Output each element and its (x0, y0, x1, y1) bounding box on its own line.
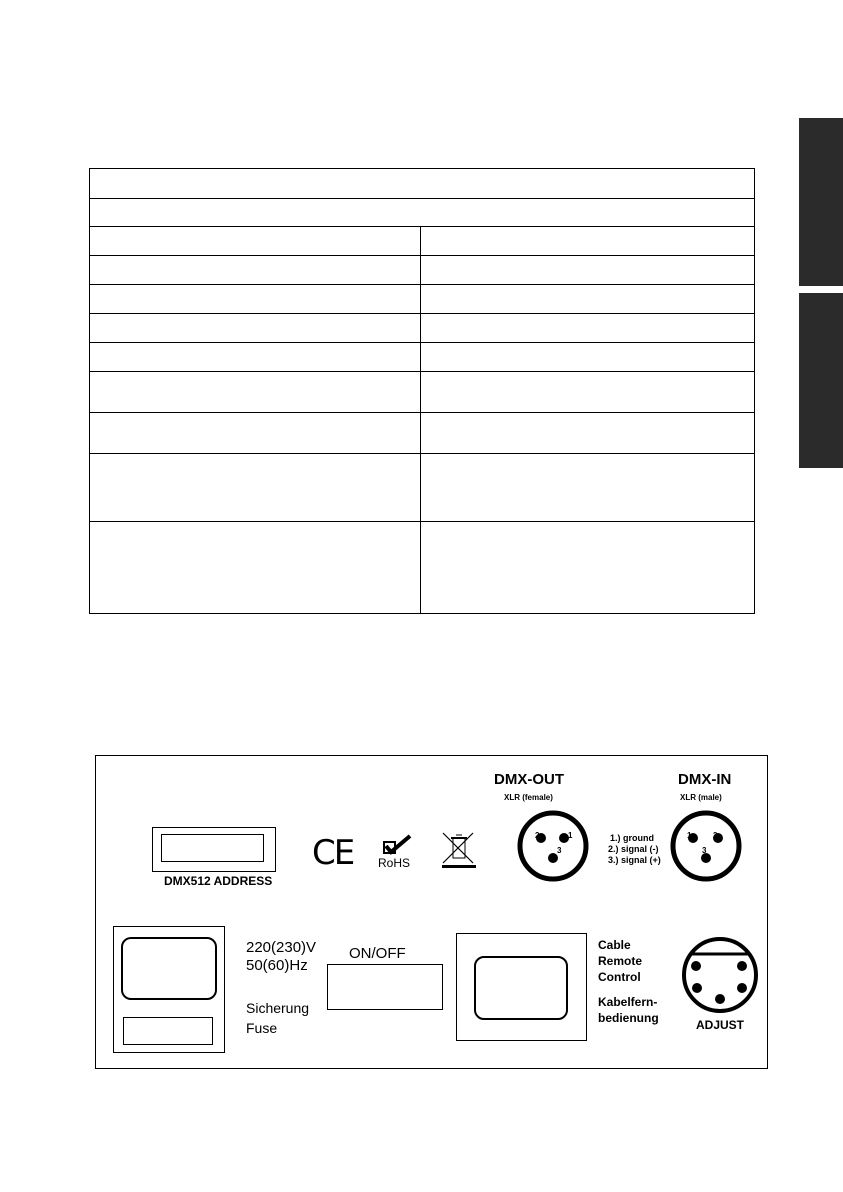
power-switch (327, 964, 443, 1010)
dmx-out-pin-3: 3 (557, 846, 562, 855)
table-cell (90, 343, 421, 372)
power-inlet-frame (113, 926, 225, 1053)
table-cell (90, 199, 755, 227)
dmx-address-display (161, 834, 264, 862)
rohs-label: RoHS (378, 856, 411, 870)
remote-label-en-line1: Cable (598, 938, 631, 952)
table-row (90, 227, 755, 256)
table-row (90, 522, 755, 614)
table-row (90, 169, 755, 199)
remote-label-en-line2: Remote (598, 954, 643, 968)
dmx-out-pin-1: 1 (568, 831, 573, 840)
table-cell (421, 372, 755, 413)
side-tab-lower (799, 293, 843, 468)
table-cell (90, 285, 421, 314)
table-row (90, 343, 755, 372)
remote-socket-frame (456, 933, 587, 1041)
remote-label-en (598, 937, 642, 985)
dmx-out-connector-icon (517, 809, 589, 883)
dmx-out-pin-2: 2 (535, 831, 540, 840)
dmx-in-subtitle: XLR (male) (680, 793, 722, 802)
table-cell (421, 454, 755, 522)
table-cell (90, 169, 755, 199)
ce-mark: CE (312, 833, 354, 873)
dmx-out-title: DMX-OUT (494, 771, 564, 788)
rear-panel-diagram (95, 755, 768, 1069)
table-cell (90, 413, 421, 454)
table-cell (421, 285, 755, 314)
dmx-in-title: DMX-IN (678, 771, 732, 788)
table-cell (90, 256, 421, 285)
table-cell (421, 343, 755, 372)
remote-label-de-line2: bedienung (598, 1011, 659, 1025)
table-row (90, 256, 755, 285)
table-row (90, 413, 755, 454)
voltage-label: 220(230)V (246, 939, 317, 956)
rohs-check-icon (378, 834, 418, 856)
pin-legend-signal-minus: 2.) signal (-) (608, 844, 659, 854)
table-row (90, 314, 755, 343)
table-cell (90, 454, 421, 522)
dmx-address-frame (152, 827, 276, 872)
fuse-label-de: Sicherung (246, 1000, 310, 1016)
remote-label-en-line3: Control (598, 970, 641, 984)
table-row (90, 199, 755, 227)
table-cell (421, 256, 755, 285)
remote-label-de (598, 994, 659, 1026)
table-cell (90, 314, 421, 343)
table-row (90, 285, 755, 314)
dmx-out-subtitle: XLR (female) (504, 793, 553, 802)
spec-table (89, 168, 755, 614)
table-cell (421, 522, 755, 614)
pin-legend-signal-plus: 3.) signal (+) (608, 855, 661, 865)
fuse-holder (123, 1017, 213, 1045)
side-tab-upper (799, 118, 843, 286)
remote-label-de-line1: Kabelfern- (598, 995, 658, 1009)
power-inlet-socket (121, 937, 217, 1000)
weee-bin-icon (439, 830, 479, 870)
pin-legend-ground: 1.) ground (610, 833, 654, 843)
pin-legend (608, 833, 661, 866)
adjust-connector-icon (680, 935, 760, 1015)
remote-socket (474, 956, 568, 1020)
table-cell (90, 372, 421, 413)
table-cell (90, 227, 421, 256)
table-cell (421, 314, 755, 343)
dmx-in-pin-2: 2 (713, 831, 718, 840)
dmx-address-label: DMX512 ADDRESS (164, 874, 273, 888)
fuse-label-en: Fuse (246, 1020, 278, 1036)
table-cell (421, 413, 755, 454)
table-cell (421, 227, 755, 256)
frequency-label: 50(60)Hz (246, 957, 308, 974)
adjust-label: ADJUST (696, 1018, 745, 1032)
table-row (90, 372, 755, 413)
dmx-in-pin-1: 1 (687, 831, 692, 840)
dmx-in-pin-3: 3 (702, 846, 707, 855)
table-row (90, 454, 755, 522)
power-switch-label: ON/OFF (349, 945, 406, 962)
table-cell (90, 522, 421, 614)
